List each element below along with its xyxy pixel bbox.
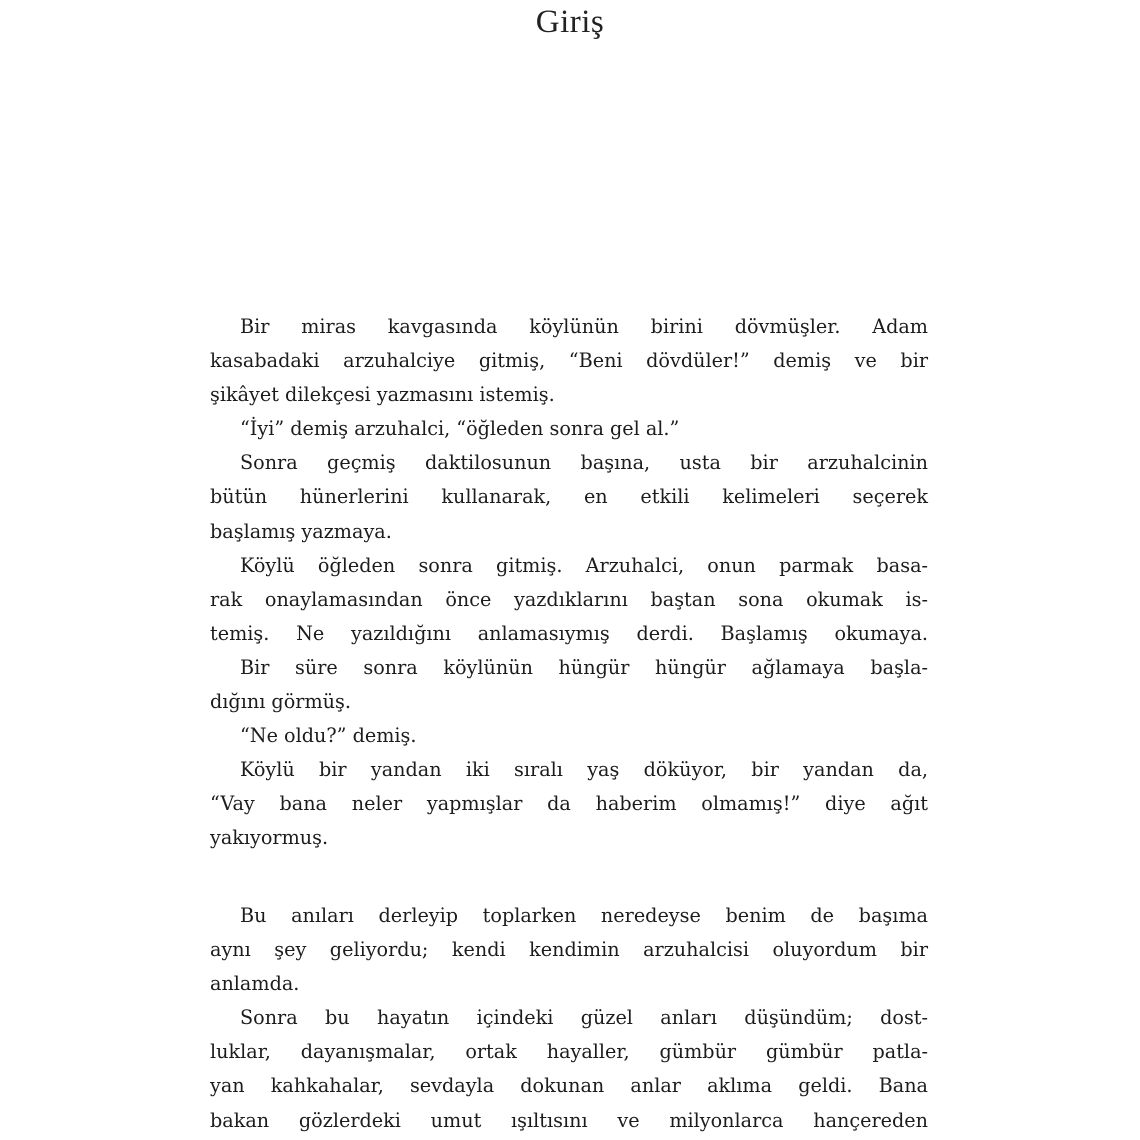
text-line: kasabadaki arzuhalciye gitmiş, “Beni dövdüler!” demiş ve bir: [210, 349, 928, 373]
text-section-1: [210, 310, 928, 856]
text-line: yan kahkahalar, sevdayla dokunan anlar aklıma geldi. Bana: [210, 1074, 928, 1098]
text-line: Sonra geçmiş daktilosunun başına, usta bir arzuhalcinin: [240, 451, 928, 475]
text-line: anlamda.: [210, 972, 300, 996]
text-line: şikâyet dilekçesi yazmasını istemiş.: [210, 383, 555, 407]
text-line: rak onaylamasından önce yazdıklarını baştan sona okumak is-: [210, 587, 928, 611]
text-line: yakıyormuş.: [210, 826, 329, 850]
text-line: Sonra bu hayatın içindeki güzel anları düşündüm; dost-: [240, 1006, 928, 1030]
text-line: “Ne oldu?” demiş.: [240, 724, 417, 748]
text-line: bakan gözlerdeki umut ışıltısını ve milyonlarca hançereden: [210, 1108, 928, 1132]
text-line: Köylü öğleden sonra gitmiş. Arzuhalci, onun parmak basa-: [240, 553, 928, 577]
chapter-title: Giriş: [535, 4, 605, 40]
text-line: Köylü bir yandan iki sıralı yaş döküyor, bir yandan da,: [240, 758, 928, 782]
text-line: “İyi” demiş arzuhalci, “öğleden sonra gel al.”: [240, 417, 680, 441]
text-section-2: [210, 899, 928, 1138]
text-line: luklar, dayanışmalar, ortak hayaller, gümbür gümbür patla-: [210, 1040, 928, 1064]
text-line: Bu anıları derleyip toplarken neredeyse benim de başıma: [240, 904, 928, 927]
text-line: Bir miras kavgasında köylünün birini dövmüşler. Adam: [240, 315, 928, 338]
text-line: başlamış yazmaya.: [210, 519, 392, 543]
text-line: aynı şey geliyordu; kendi kendimin arzuhalcisi oluyordum bir: [210, 938, 928, 962]
text-line: Bir süre sonra köylünün hüngür hüngür ağlamaya başla-: [240, 655, 928, 679]
text-line: temiş. Ne yazıldığını anlamasıymış derdi. Başlamış okumaya.: [210, 621, 928, 645]
text-line: “Vay bana neler yapmışlar da haberim olmamış!” diye ağıt: [210, 792, 928, 816]
text-line: bütün hünerlerini kullanarak, en etkili kelimeleri seçerek: [210, 485, 928, 509]
text-line: dığını görmüş.: [210, 690, 351, 714]
